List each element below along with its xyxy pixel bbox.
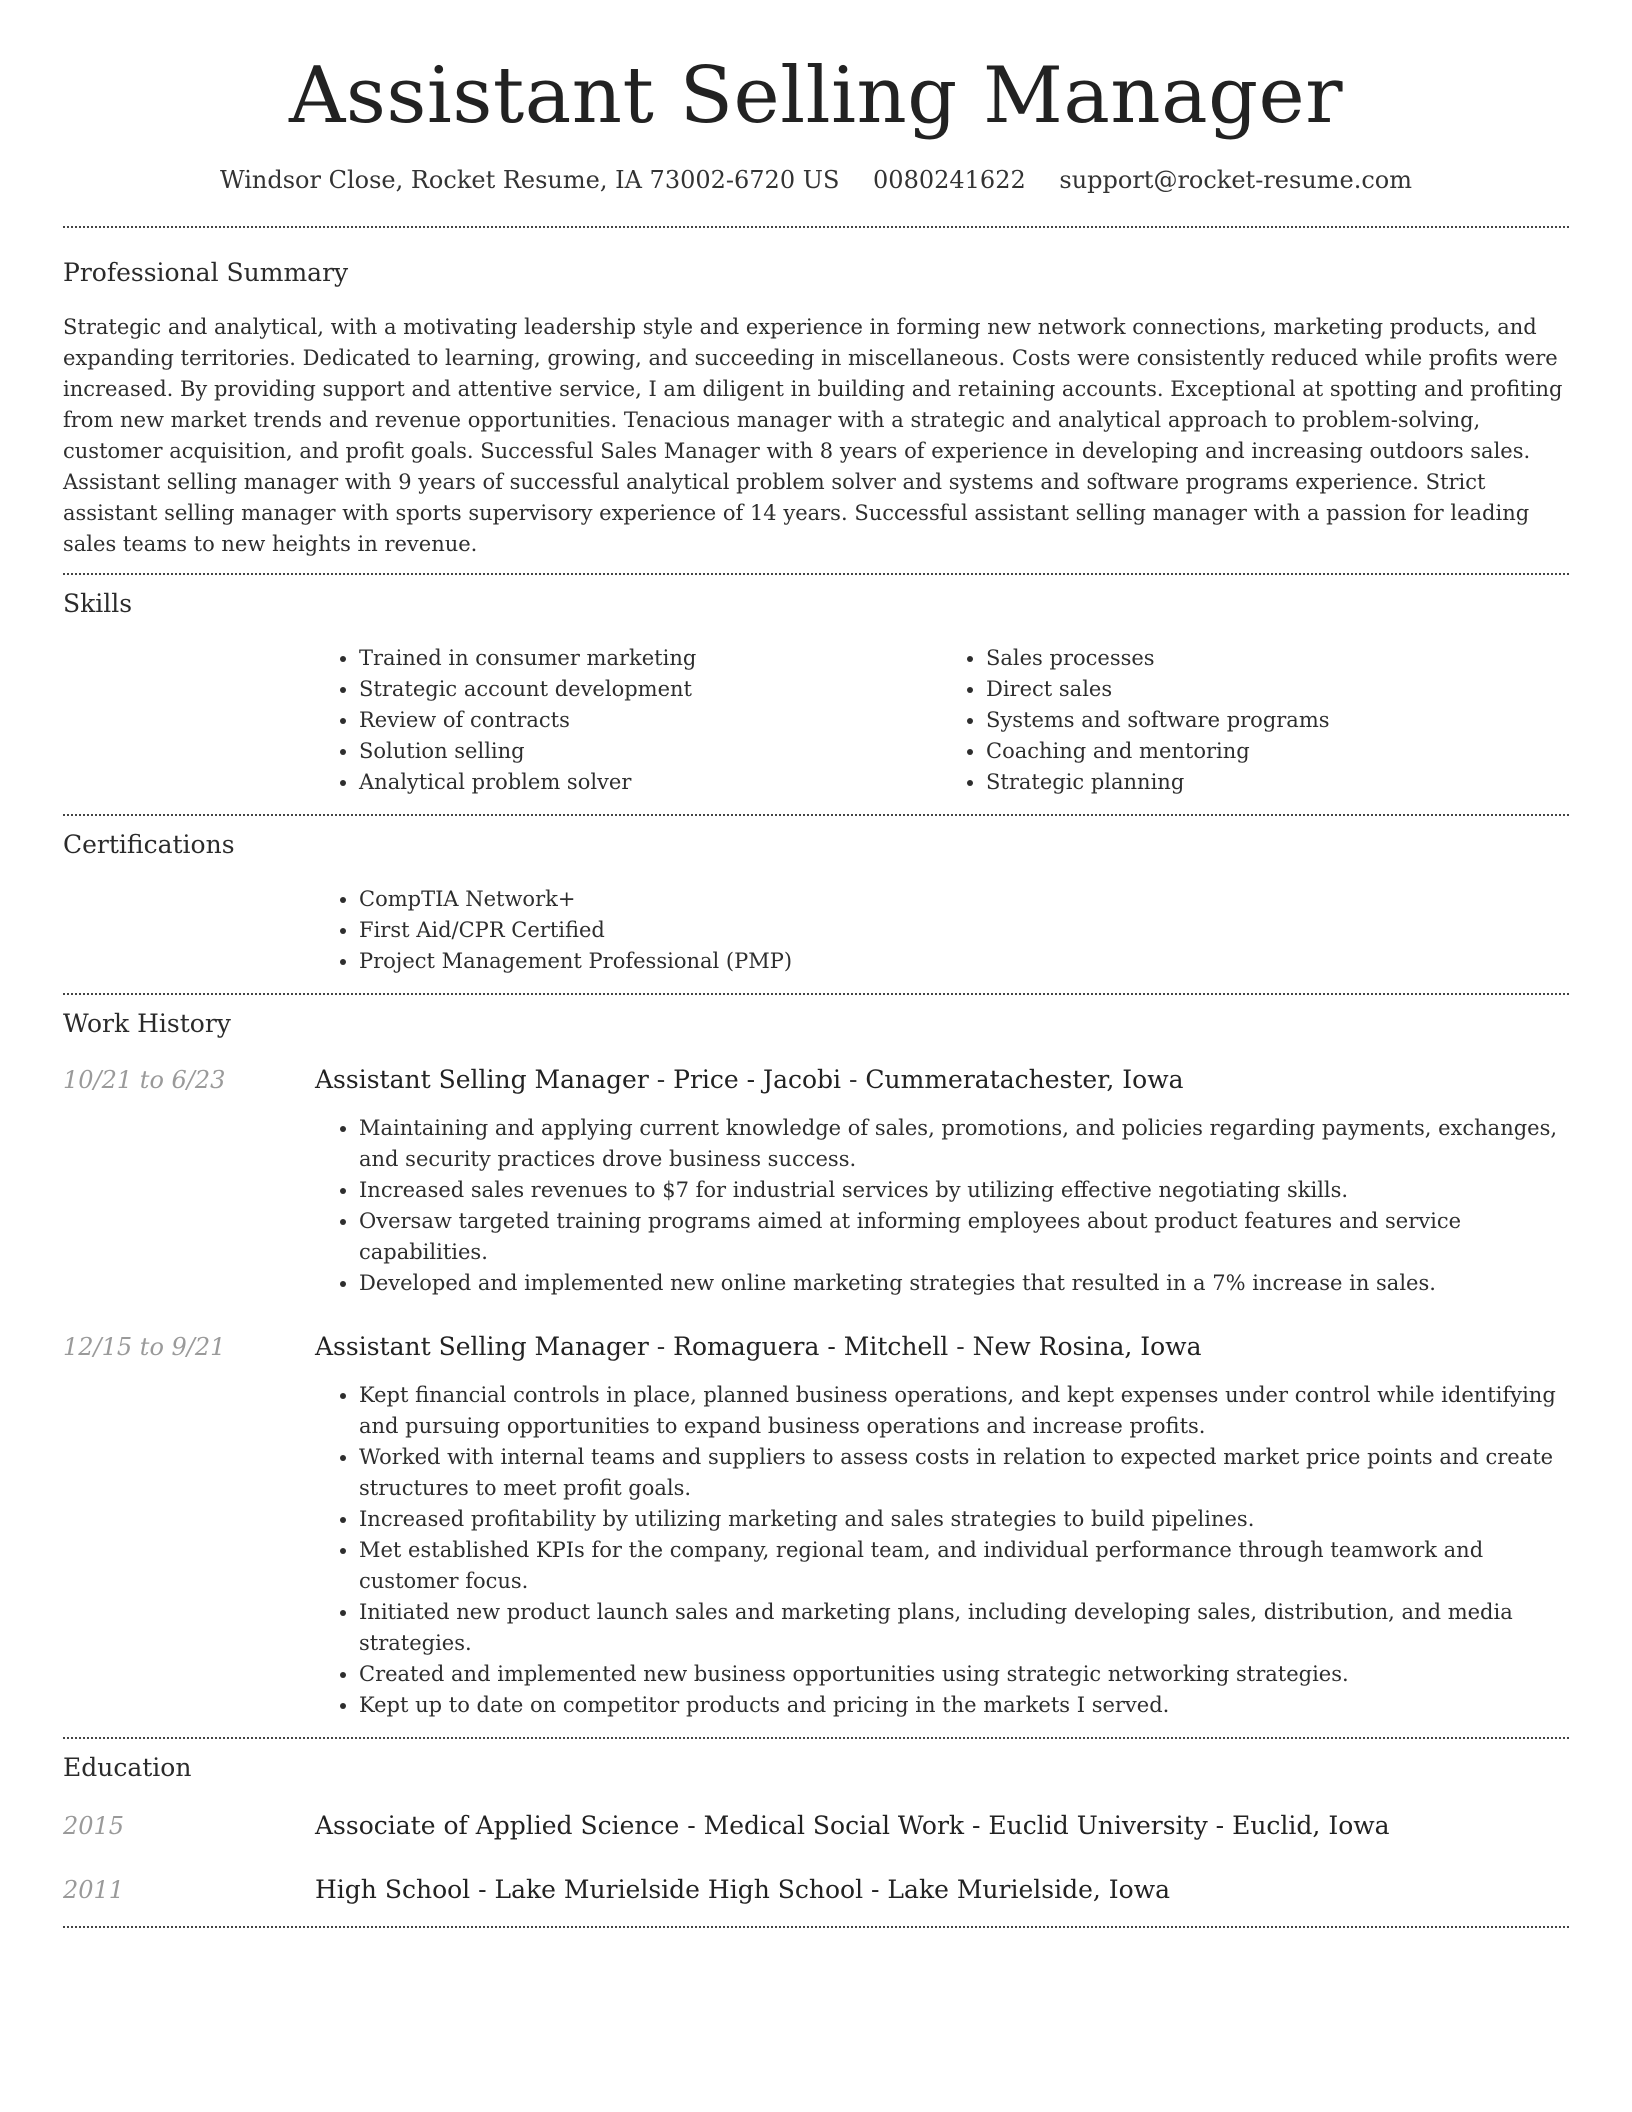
job-bullet: • Met established KPIs for the company, regional team, and individual performance through teamwork and customer focus. [359, 1535, 1569, 1597]
section-title-certifications: Certifications [63, 829, 235, 859]
work-section [63, 995, 1569, 1721]
job-bullet: • Kept financial controls in place, planned business operations, and kept expenses under control while identifying and pursuing opportunities to expand business operations and increase profits. [359, 1380, 1569, 1442]
job-bullet: • Created and implemented new business opportunities using strategic networking strategies. [359, 1659, 1569, 1690]
job-bullets-wrapper [315, 1113, 1569, 1299]
skills-list-right [942, 643, 1569, 798]
job-header [63, 1065, 1569, 1094]
job-title [315, 1065, 1184, 1094]
job-role: Assistant Selling Manager [315, 1331, 649, 1361]
separator: - [648, 1331, 674, 1361]
skill-item: • Direct sales [986, 674, 1569, 705]
job-entry [63, 1332, 1569, 1721]
job-date: 12/15 to 9/21 [63, 1332, 226, 1361]
certifications-wrapper [315, 884, 1569, 977]
separator: - [948, 1331, 973, 1361]
job-title [315, 1332, 1201, 1361]
summary-text: Strategic and analytical, with a motivating leadership style and experience in forming new network connections, marketing products, and expanding territories. Dedicated to learning, growing, and succeeding in miscellaneous. Costs were consistently reduced while profits were increased. By providing support and attentive service, I am diligent in building and retaining accounts. Exceptional at spotting and profiting from new market trends and revenue opportunities. Tenacious manager with a strategic and analytical approach to problem-solving, customer acquisition, and profit goals. Successful Sales Manager with 8 years of experience in developing and increasing outdoors sales. Assistant selling manager with 9 years of successful analytical problem solver and systems and software programs experience. Strict assistant selling manager with sports supervisory experience of 14 years. Successful assistant selling manager with a passion for leading sales teams to new heights in revenue. [63, 314, 1563, 556]
contact-email: support@rocket-resume.com [1059, 165, 1412, 194]
candidate-name: Assistant Selling Manager [289, 51, 1343, 141]
section-title-summary: Professional Summary [63, 257, 349, 287]
separator: - [648, 1064, 674, 1094]
certifications-list [315, 884, 1569, 977]
separator: - [841, 1064, 866, 1094]
education-date: 2015 [63, 1811, 125, 1840]
skills-section [63, 575, 1569, 798]
education-section [63, 1739, 1569, 1904]
job-bullets [315, 1113, 1569, 1299]
job-location: New Rosina, Iowa [972, 1331, 1202, 1361]
job-role: Assistant Selling Manager [315, 1064, 649, 1094]
divider [63, 1926, 1569, 1928]
job-bullet: • Maintaining and applying current knowledge of sales, promotions, and policies regarding payments, exchanges, and security practices drove business success. [359, 1113, 1569, 1175]
section-title-skills: Skills [63, 588, 133, 618]
job-bullet: • Kept up to date on competitor products and pricing in the markets I served. [359, 1690, 1569, 1721]
job-bullet: • Increased sales revenues to $7 for industrial services by utilizing effective negotiating skills. [359, 1175, 1569, 1206]
skills-list-left [315, 643, 942, 798]
skill-item: • Systems and software programs [986, 705, 1569, 736]
skill-item: • Strategic account development [359, 674, 942, 705]
job-header [63, 1332, 1569, 1361]
section-title-work: Work History [63, 1008, 231, 1038]
skill-item: • Review of contracts [359, 705, 942, 736]
section-title-education: Education [63, 1752, 192, 1782]
skills-grid [315, 643, 1569, 798]
skill-item: • Coaching and mentoring [986, 736, 1569, 767]
contact-line [63, 166, 1569, 194]
education-text: High School - Lake Murielside High School - Lake Murielside, Iowa [315, 1874, 1171, 1904]
job-bullet: • Worked with internal teams and suppliers to assess costs in relation to expected market price points and create structures to meet profit goals. [359, 1442, 1569, 1504]
education-entry [63, 1811, 1569, 1840]
skill-item: • Trained in consumer marketing [359, 643, 942, 674]
skill-item: • Strategic planning [986, 767, 1569, 798]
skill-item: • Analytical problem solver [359, 767, 942, 798]
job-company: Romaguera - Mitchell [673, 1331, 949, 1361]
contact-address: Windsor Close, Rocket Resume, IA 73002-6720 US [219, 165, 840, 194]
job-location: Cummeratachester, Iowa [865, 1064, 1184, 1094]
job-bullet: • Initiated new product launch sales and marketing plans, including developing sales, distribution, and media strategies. [359, 1597, 1569, 1659]
certification-item: • CompTIA Network+ [359, 884, 1569, 915]
skill-item: • Sales processes [986, 643, 1569, 674]
job-bullets [315, 1380, 1569, 1721]
certification-item: • Project Management Professional (PMP) [359, 946, 1569, 977]
job-bullets-wrapper [315, 1380, 1569, 1721]
education-date: 2011 [63, 1875, 125, 1904]
job-date: 10/21 to 6/23 [63, 1065, 226, 1094]
skill-item: • Solution selling [359, 736, 942, 767]
job-bullet: • Increased profitability by utilizing marketing and sales strategies to build pipelines. [359, 1504, 1569, 1535]
summary-section [63, 228, 1569, 560]
resume-header [63, 0, 1569, 194]
job-bullet: • Developed and implemented new online marketing strategies that resulted in a 7% increase in sales. [359, 1268, 1569, 1299]
job-bullet: • Oversaw targeted training programs aimed at informing employees about product features and service capabilities. [359, 1206, 1569, 1268]
certifications-section [63, 816, 1569, 977]
job-entry [63, 1065, 1569, 1299]
contact-phone: 0080241622 [873, 165, 1026, 194]
job-company: Price - Jacobi [673, 1064, 842, 1094]
certification-item: • First Aid/CPR Certified [359, 915, 1569, 946]
education-text: Associate of Applied Science - Medical Social Work - Euclid University - Euclid, Iowa [315, 1810, 1390, 1840]
education-entry [63, 1875, 1569, 1904]
